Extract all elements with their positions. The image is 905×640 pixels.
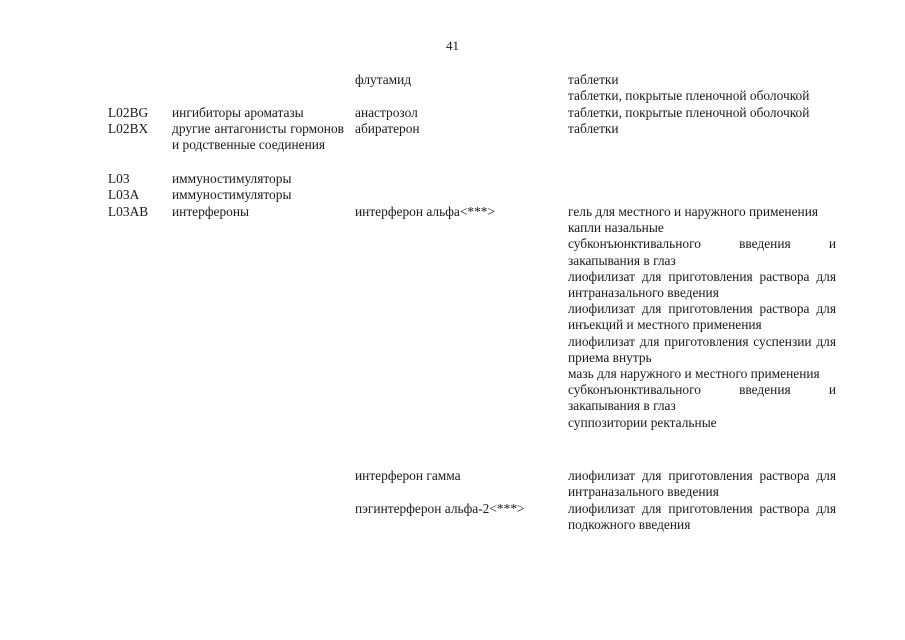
dosage-form: лиофилизат для приготовления раствора для подкожного введения	[568, 501, 836, 533]
drug-name: флутамид	[355, 72, 412, 87]
dosage-forms	[568, 501, 836, 533]
drug-name: пэгинтерферон альфа-2<***>	[355, 501, 525, 516]
atc-code: L03AB	[108, 204, 149, 219]
dosage-form: таблетки	[568, 72, 619, 87]
dosage-form: таблетки, покрытые пленочной оболочкой	[568, 105, 810, 120]
dosage-form: гель для местного и наружного применения	[568, 204, 819, 219]
atc-code: L03	[108, 171, 130, 186]
dosage-form: субконъюнктивального введения и закапывания в глаз	[568, 236, 836, 268]
dosage-forms	[568, 72, 836, 104]
dosage-form: капли назальные	[568, 220, 664, 236]
atc-group: иммуностимуляторы	[172, 187, 292, 202]
dosage-forms	[568, 121, 836, 137]
dosage-form: таблетки	[568, 121, 619, 136]
page-number: 41	[446, 38, 459, 53]
dosage-form: суппозитории ректальные	[568, 414, 717, 430]
atc-code: L02BG	[108, 105, 149, 120]
atc-code: L03A	[108, 187, 140, 202]
atc-group: ингибиторы ароматазы	[172, 105, 304, 120]
drug-name: анастрозол	[355, 105, 418, 120]
dosage-form: лиофилизат для приготовления раствора для интраназального введения	[568, 268, 836, 301]
drug-name: абиратерон	[355, 121, 420, 136]
drug-name: интерферон альфа<***>	[355, 204, 496, 219]
dosage-form: таблетки, покрытые пленочной оболочкой	[568, 88, 810, 104]
atc-group: иммуностимуляторы	[172, 171, 292, 186]
dosage-form: лиофилизат для приготовления суспензии для приема внутрь	[568, 333, 836, 365]
atc-code: L02BX	[108, 121, 149, 136]
drug-name: интерферон гамма	[355, 468, 461, 483]
dosage-forms	[568, 204, 836, 431]
dosage-form: мазь для наружного и местного применения	[568, 366, 820, 382]
dosage-form: лиофилизат для приготовления раствора для интраназального введения	[568, 468, 836, 500]
dosage-forms	[568, 105, 836, 121]
atc-group: другие антагонисты гормонов и родственные соединения	[172, 121, 344, 153]
dosage-forms	[568, 468, 836, 500]
atc-group: интерфероны	[172, 204, 249, 219]
dosage-form: лиофилизат для приготовления раствора для инъекций и местного применения	[568, 301, 836, 333]
dosage-form: субконъюнктивального введения и закапывания в глаз	[568, 382, 836, 414]
